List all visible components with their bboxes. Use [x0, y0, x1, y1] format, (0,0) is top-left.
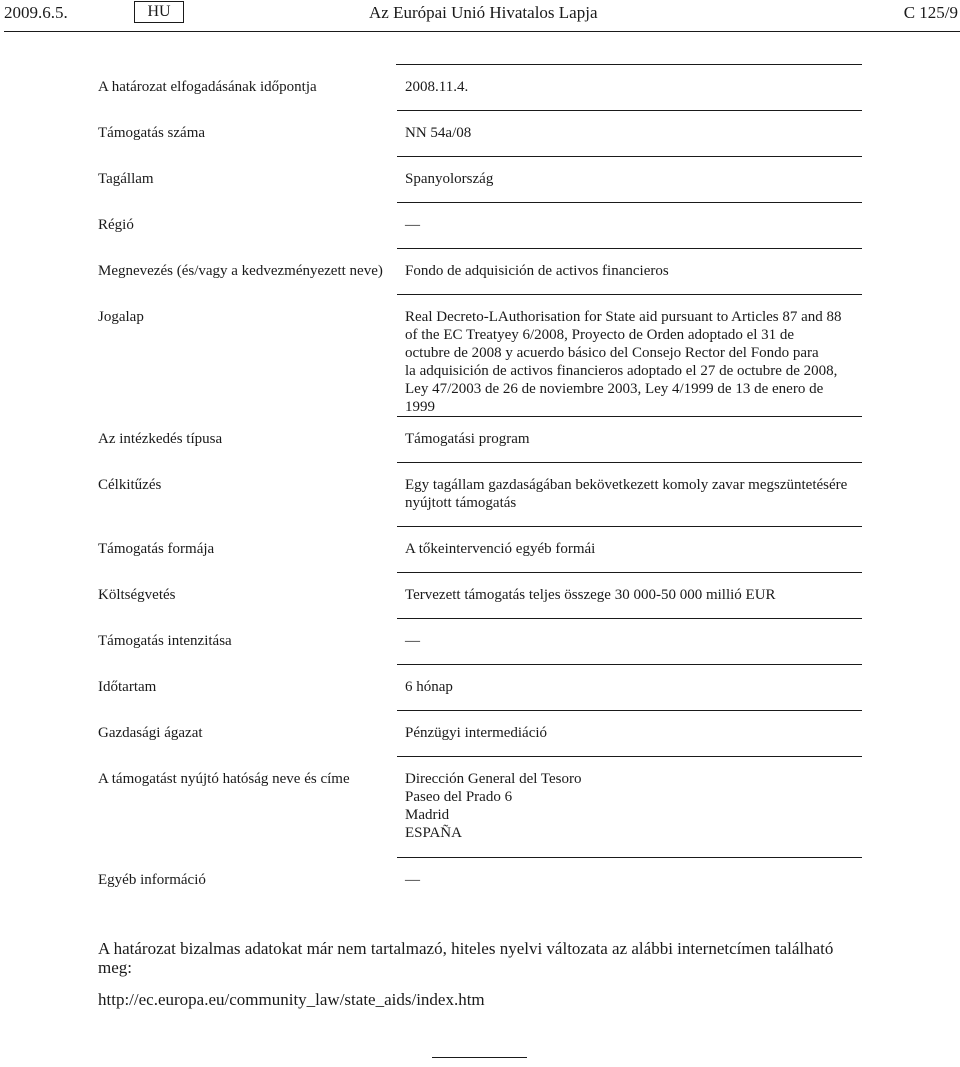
value-line: Spanyolország [405, 171, 494, 187]
row-label: Régió [98, 217, 134, 233]
value-line: Egy tagállam gazdaságában bekövetkezett komoly zavar megszüntetésére [405, 477, 848, 493]
row-label: Költségvetés [98, 587, 176, 603]
row-value [405, 724, 863, 742]
row-label: Tagállam [98, 171, 154, 187]
row-value [405, 216, 863, 234]
value-line: Támogatási program [405, 431, 530, 447]
row-label: Egyéb információ [98, 872, 206, 888]
value-line: Madrid [405, 807, 450, 823]
table-row [0, 294, 960, 416]
row-divider [397, 110, 862, 111]
page-header [0, 0, 960, 31]
table-row [0, 462, 960, 526]
table-row [0, 110, 960, 156]
value-line: 6 hónap [405, 679, 453, 695]
row-divider [397, 202, 862, 203]
row-divider [397, 416, 862, 417]
row-divider [397, 756, 862, 757]
value-line: 1999 [405, 399, 435, 415]
row-divider [397, 618, 862, 619]
row-label: Támogatás száma [98, 125, 206, 141]
row-value [405, 78, 863, 96]
row-label: Gazdasági ágazat [98, 725, 203, 741]
table-row [0, 664, 960, 710]
table-row [0, 618, 960, 664]
value-line: nyújtott támogatás [405, 495, 517, 511]
value-line: Paseo del Prado 6 [405, 789, 513, 805]
row-value [405, 540, 863, 558]
row-divider [397, 526, 862, 527]
table-row [0, 526, 960, 572]
value-line: Real Decreto-LAuthorisation for State aid pursuant to Articles 87 and 88 [405, 309, 842, 325]
row-label: Célkitűzés [98, 477, 162, 493]
publication-date: 2009.6.5. [4, 3, 68, 22]
value-line: of the EC Treatyey 6/2008, Proyecto de Orden adoptado el 31 de [405, 327, 795, 343]
header-rule [4, 31, 960, 32]
row-value [405, 124, 863, 142]
row-value [405, 430, 863, 448]
value-line: Ley 47/2003 de 26 de noviembre 2003, Ley 4/1999 de 13 de enero de [405, 381, 824, 397]
table-row [0, 202, 960, 248]
row-label: Az intézkedés típusa [98, 431, 223, 447]
table-row [0, 416, 960, 462]
value-line: Fondo de adquisición de activos financieros [405, 263, 669, 279]
row-value [405, 632, 863, 650]
row-label: A támogatást nyújtó hatóság neve és címe [98, 771, 350, 787]
row-value [405, 170, 863, 188]
row-label: Megnevezés (és/vagy a kedvezményezett neve) [98, 263, 383, 279]
row-divider [397, 664, 862, 665]
table-row [0, 572, 960, 618]
row-divider [397, 248, 862, 249]
value-line: A tőkeintervenció egyéb formái [405, 541, 596, 557]
row-value [405, 586, 863, 604]
row-label: A határozat elfogadásának időpontja [98, 79, 317, 95]
row-divider [397, 294, 862, 295]
table-row [0, 710, 960, 756]
row-value [405, 308, 863, 416]
footer-note: A határozat bizalmas adatokat már nem tartalmazó, hiteles nyelvi változata az alábbi internetcímen található meg: [98, 939, 834, 977]
row-value [405, 871, 863, 889]
row-divider [397, 572, 862, 573]
value-line: la adquisición de activos financieros adoptado el 27 de octubre de 2008, [405, 363, 838, 379]
value-line: Dirección General del Tesoro [405, 771, 582, 787]
value-line: ESPAÑA [405, 825, 462, 841]
row-divider [397, 857, 862, 858]
row-value [405, 770, 863, 842]
row-value [405, 262, 863, 280]
value-line: — [405, 633, 420, 649]
language-badge: HU [134, 1, 184, 23]
row-label: Jogalap [98, 309, 144, 325]
row-label: Támogatás intenzitása [98, 633, 232, 649]
page-reference: C 125/9 [903, 3, 958, 22]
row-value [405, 678, 863, 696]
table-row [0, 248, 960, 294]
table-row [0, 857, 960, 903]
value-line: NN 54a/08 [405, 125, 472, 141]
row-divider [397, 156, 862, 157]
row-label: Időtartam [98, 679, 157, 695]
row-label: Támogatás formája [98, 541, 215, 557]
table-row [0, 156, 960, 202]
journal-title: Az Európai Unió Hivatalos Lapja [369, 3, 598, 22]
footer-url-link[interactable]: http://ec.europa.eu/community_law/state_aids/index.htm [98, 990, 485, 1009]
value-line: Pénzügyi intermediáció [405, 725, 548, 741]
end-rule [432, 1057, 527, 1058]
value-line: — [405, 872, 420, 888]
table-row [0, 756, 960, 857]
row-divider [397, 462, 862, 463]
aid-details-table [0, 64, 960, 903]
value-line: octubre de 2008 y acuerdo básico del Consejo Rector del Fondo para [405, 345, 819, 361]
row-divider [396, 64, 862, 65]
value-line: — [405, 217, 420, 233]
value-line: 2008.11.4. [405, 79, 469, 95]
table-row [0, 64, 960, 110]
row-divider [397, 710, 862, 711]
row-value [405, 476, 863, 512]
value-line: Tervezett támogatás teljes összege 30 000-50 000 millió EUR [405, 587, 776, 603]
